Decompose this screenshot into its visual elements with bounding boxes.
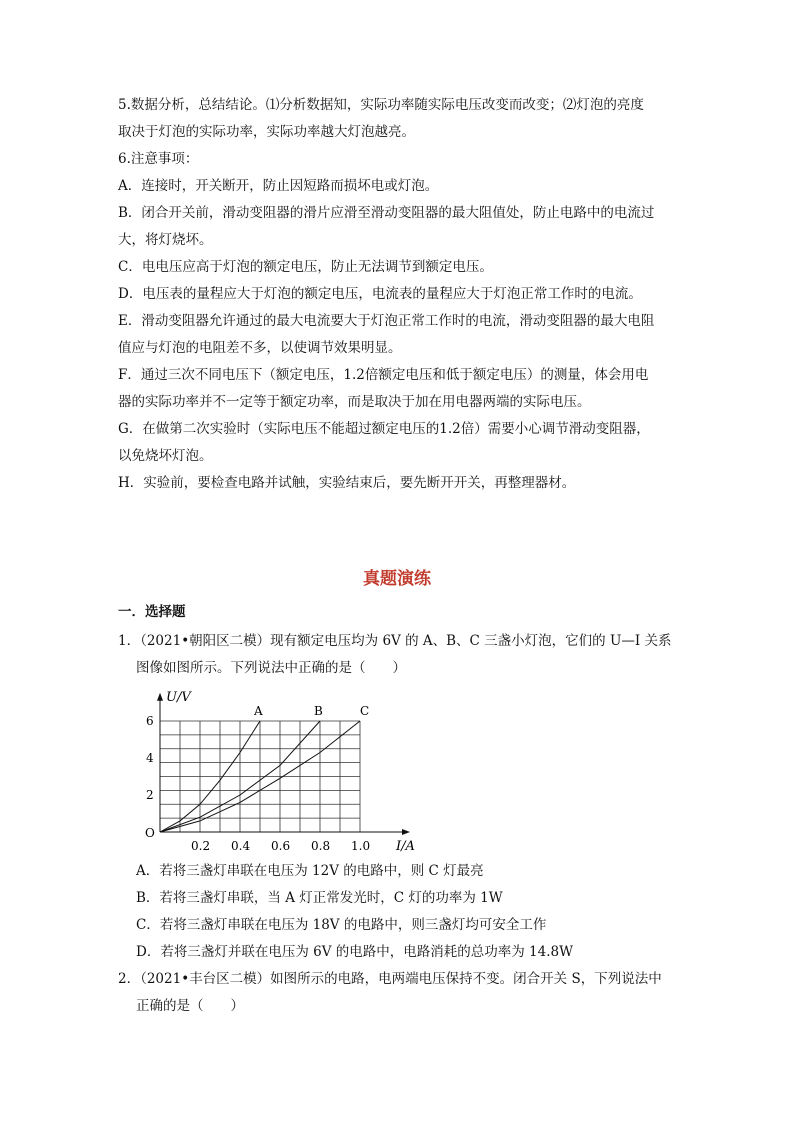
question-1-line: 1．（2021•朝阳区二模）现有额定电压均为 6V 的 A、B、C 三盏小灯泡，它们的 U—I 关系 xyxy=(118,633,672,649)
x-tick-label: 1.0 xyxy=(351,839,371,853)
note-f: F．通过三次不同电压下（额定电压，1.2倍额定电压和低于额定电压）的测量，体会用电 xyxy=(118,367,649,383)
note-g: G．在做第二次实验时（实际电压不能超过额定电压的1.2倍）需要小心调节滑动变阻器， xyxy=(118,421,650,437)
section-heading: 一．选择题 xyxy=(118,604,186,620)
option-b[interactable]: B．若将三盏灯串联，当 A 灯正常发光时，C 灯的功率为 1W xyxy=(136,890,503,906)
series-label-C: C xyxy=(360,704,370,718)
note-e: E．滑动变阻器允许通过的最大电流要大于灯泡正常工作时的电流，滑动变阻器的最大电阻 xyxy=(118,313,655,329)
option-d[interactable]: D．若将三盏灯并联在电压为 6V 的电路中，电路消耗的总功率为 14.8W xyxy=(136,944,573,960)
chart-grid xyxy=(160,721,360,832)
series-label-A: A xyxy=(254,704,263,718)
x-axis-arrow xyxy=(402,829,410,835)
note-g-cont: 以免烧坏灯泡。 xyxy=(118,448,213,464)
y-axis-label: U/V xyxy=(166,689,191,705)
question-1-line: 图像如图所示。下列说法中正确的是（ ） xyxy=(136,660,406,676)
note-f-cont: 器的实际功率并不一定等于额定功率，而是取决于加在用电器两端的实际电压。 xyxy=(118,394,591,410)
section-title: 真题演练 xyxy=(363,569,431,589)
note-a: A．连接时，开关断开，防止因短路而损坏电或灯泡。 xyxy=(118,178,439,194)
option-c[interactable]: C．若将三盏灯串联在电压为 18V 的电路中，则三盏灯均可安全工作 xyxy=(136,917,547,933)
note-e-cont: 值应与灯泡的电阻差不多，以使调节效果明显。 xyxy=(118,340,402,356)
option-a[interactable]: A．若将三盏灯串联在电压为 12V 的电路中，则 C 灯最亮 xyxy=(136,863,484,879)
y-tick-label: 6 xyxy=(146,714,154,728)
x-tick-label: 0.4 xyxy=(231,839,251,853)
note-b: B．闭合开关前，滑动变阻器的滑片应滑至滑动变阻器的最大阻值处，防止电路中的电流过 xyxy=(118,205,655,221)
x-tick-label: 0.8 xyxy=(311,839,331,853)
series-label-B: B xyxy=(314,704,323,718)
chart-axes xyxy=(157,693,410,835)
ui-chart xyxy=(140,684,430,856)
question-1 xyxy=(118,628,678,682)
question-2-line: 2．（2021•丰台区二模）如图所示的电路，电两端电压保持不变。闭合开关 S，下列说法中 xyxy=(118,971,662,987)
question-2-line: 正确的是（ ） xyxy=(136,998,244,1014)
notes-line: 取决于灯泡的实际功率，实际功率越大灯泡越亮。 xyxy=(118,124,415,140)
origin-label: O xyxy=(145,826,155,840)
question-2 xyxy=(118,966,678,1020)
y-tick-label: 2 xyxy=(146,788,154,802)
x-axis-label: I/A xyxy=(396,839,415,854)
notes-line: 5.数据分析，总结结论。⑴分析数据知，实际功率随实际电压改变而改变；⑵灯泡的亮度 xyxy=(118,97,644,113)
note-b-cont: 大，将灯烧坏。 xyxy=(118,232,213,248)
note-h: H．实验前，要检查电路并试触，实验结束后，要先断开开关，再整理器材。 xyxy=(118,475,576,491)
x-tick-label: 0.6 xyxy=(271,839,291,853)
note-c: C．电电压应高于灯泡的额定电压，防止无法调节到额定电压。 xyxy=(118,259,493,275)
notes-block xyxy=(118,92,678,497)
note-d: D．电压表的量程应大于灯泡的额定电压，电流表的量程应大于灯泡正常工作时的电流。 xyxy=(118,286,642,302)
notes-heading: 6.注意事项： xyxy=(118,151,199,167)
y-axis-arrow xyxy=(157,693,163,701)
y-tick-label: 4 xyxy=(146,751,154,765)
x-tick-label: 0.2 xyxy=(191,839,211,853)
